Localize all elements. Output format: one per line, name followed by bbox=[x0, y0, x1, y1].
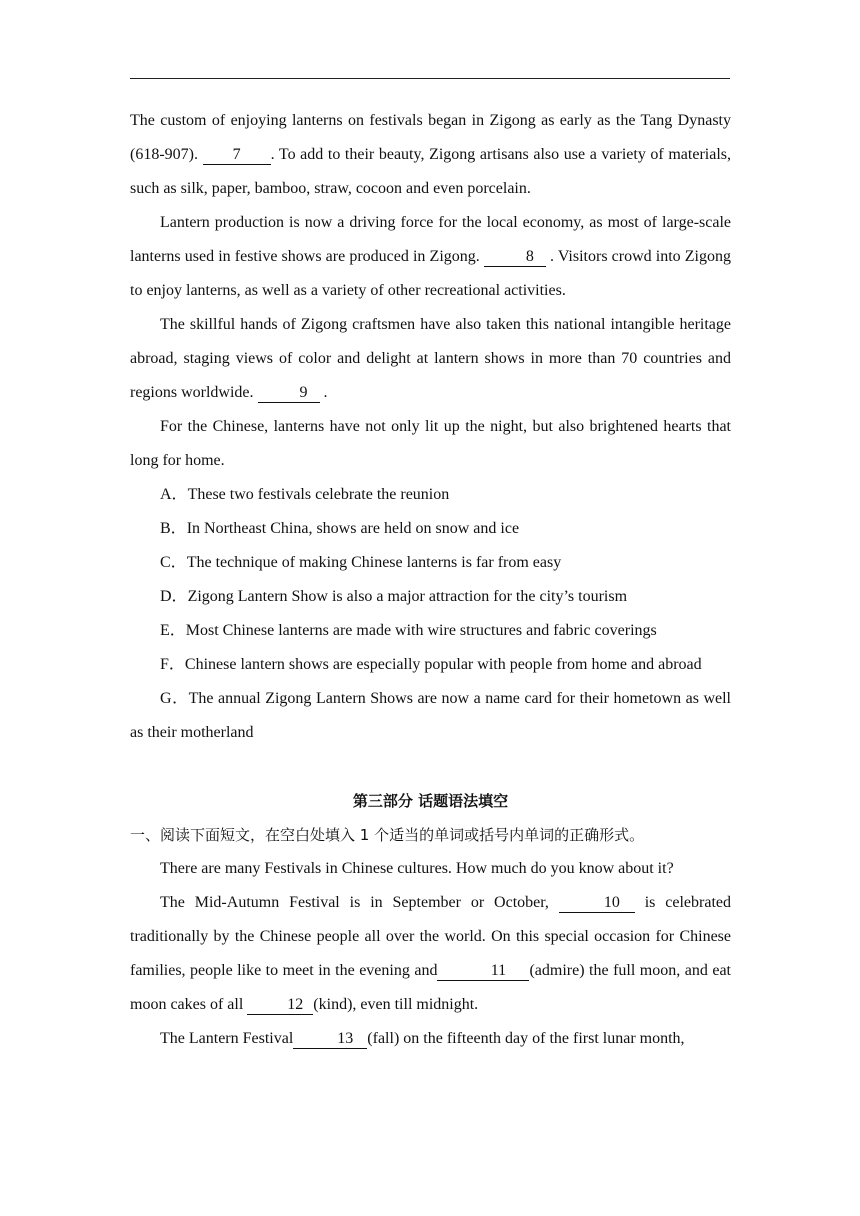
option-text: These two festivals celebrate the reunion bbox=[187, 486, 450, 503]
section-title: 第三部分 话题语法填空 bbox=[352, 792, 509, 810]
answer-blank-11[interactable]: 11 bbox=[437, 962, 529, 981]
option-text: Zigong Lantern Show is also a major attraction for the city’s tourism bbox=[187, 588, 628, 605]
paragraph-text: (admire) the full moon, and eat moon cakes of all bbox=[130, 962, 731, 1013]
paragraph-text: (kind), even till midnight. bbox=[313, 996, 479, 1013]
document-body bbox=[130, 104, 731, 1056]
option-f bbox=[130, 648, 731, 682]
paragraph-text: The Lantern Festival bbox=[160, 1030, 294, 1047]
grammar-paragraph-1: There are many Festivals in Chinese cultures. How much do you know about it? bbox=[160, 860, 674, 877]
reading-paragraph-1 bbox=[130, 104, 731, 206]
reading-paragraph-4: For the Chinese, lanterns have not only lit up the night, but also brightened hearts that long for home. bbox=[130, 418, 731, 469]
option-b bbox=[130, 512, 731, 546]
section-instruction: 一、阅读下面短文，在空白处填入 1 个适当的单词或括号内单词的正确形式。 bbox=[130, 826, 645, 844]
answer-blank-12[interactable]: 12 bbox=[247, 996, 313, 1015]
option-d bbox=[130, 580, 731, 614]
option-text: Chinese lantern shows are especially popular with people from home and abroad bbox=[184, 656, 702, 673]
option-letter: A． bbox=[160, 486, 188, 503]
answer-blank-9[interactable]: 9 bbox=[258, 384, 320, 403]
paragraph-text: (fall) on the fifteenth day of the first lunar month, bbox=[367, 1030, 685, 1047]
option-g bbox=[130, 682, 731, 750]
answer-blank-13[interactable]: 13 bbox=[293, 1030, 367, 1049]
paragraph-text: . Visitors crowd into Zigong to enjoy lanterns, as well as a variety of other recreational activities. bbox=[130, 248, 732, 299]
paragraph-text: is celebrated traditionally by the Chinese people all over the world. On this special occasion for Chinese families, people like to meet in the evening and bbox=[130, 894, 731, 979]
grammar-paragraph-3 bbox=[130, 1022, 731, 1056]
answer-blank-10[interactable]: 10 bbox=[559, 894, 635, 913]
option-a bbox=[130, 478, 731, 512]
option-e bbox=[130, 614, 731, 648]
option-letter: E． bbox=[160, 622, 186, 639]
grammar-paragraph-2 bbox=[130, 886, 731, 1022]
answer-blank-7[interactable]: 7 bbox=[203, 146, 271, 165]
header-rule bbox=[130, 78, 730, 79]
option-text: The annual Zigong Lantern Shows are now a name card for their hometown as well as their motherland bbox=[130, 690, 731, 741]
option-letter: C． bbox=[160, 554, 187, 571]
option-text: Most Chinese lanterns are made with wire structures and fabric coverings bbox=[185, 622, 657, 639]
option-text: In Northeast China, shows are held on snow and ice bbox=[186, 520, 520, 537]
reading-paragraph-2 bbox=[130, 206, 731, 308]
option-letter: F． bbox=[160, 656, 185, 673]
reading-paragraph-3 bbox=[130, 308, 731, 410]
option-text: The technique of making Chinese lanterns is far from easy bbox=[186, 554, 562, 571]
option-letter: B． bbox=[160, 520, 187, 537]
answer-blank-8[interactable]: 8 bbox=[484, 248, 546, 267]
paragraph-text: Lantern production is now a driving force for the local economy, as most of large-scale lanterns used in festive shows are produced in Zigong. bbox=[130, 214, 731, 265]
paragraph-text: . To add to their beauty, Zigong artisans also use a variety of materials, such as silk, paper, bamboo, straw, cocoon and even porcelain. bbox=[130, 146, 732, 197]
paragraph-text: The custom of enjoying lanterns on festivals began in Zigong as early as the Tang Dynasty (618-907). bbox=[130, 112, 731, 163]
option-letter: G． bbox=[160, 690, 189, 707]
option-letter: D． bbox=[160, 588, 188, 605]
option-c bbox=[130, 546, 731, 580]
paragraph-text: . bbox=[319, 384, 328, 401]
paragraph-text: The skillful hands of Zigong craftsmen have also taken this national intangible heritage abroad, staging views of color and delight at lantern shows in more than 70 countries and regions worldwide. bbox=[130, 316, 731, 401]
paragraph-text: The Mid-Autumn Festival is in September or October, bbox=[160, 894, 559, 911]
